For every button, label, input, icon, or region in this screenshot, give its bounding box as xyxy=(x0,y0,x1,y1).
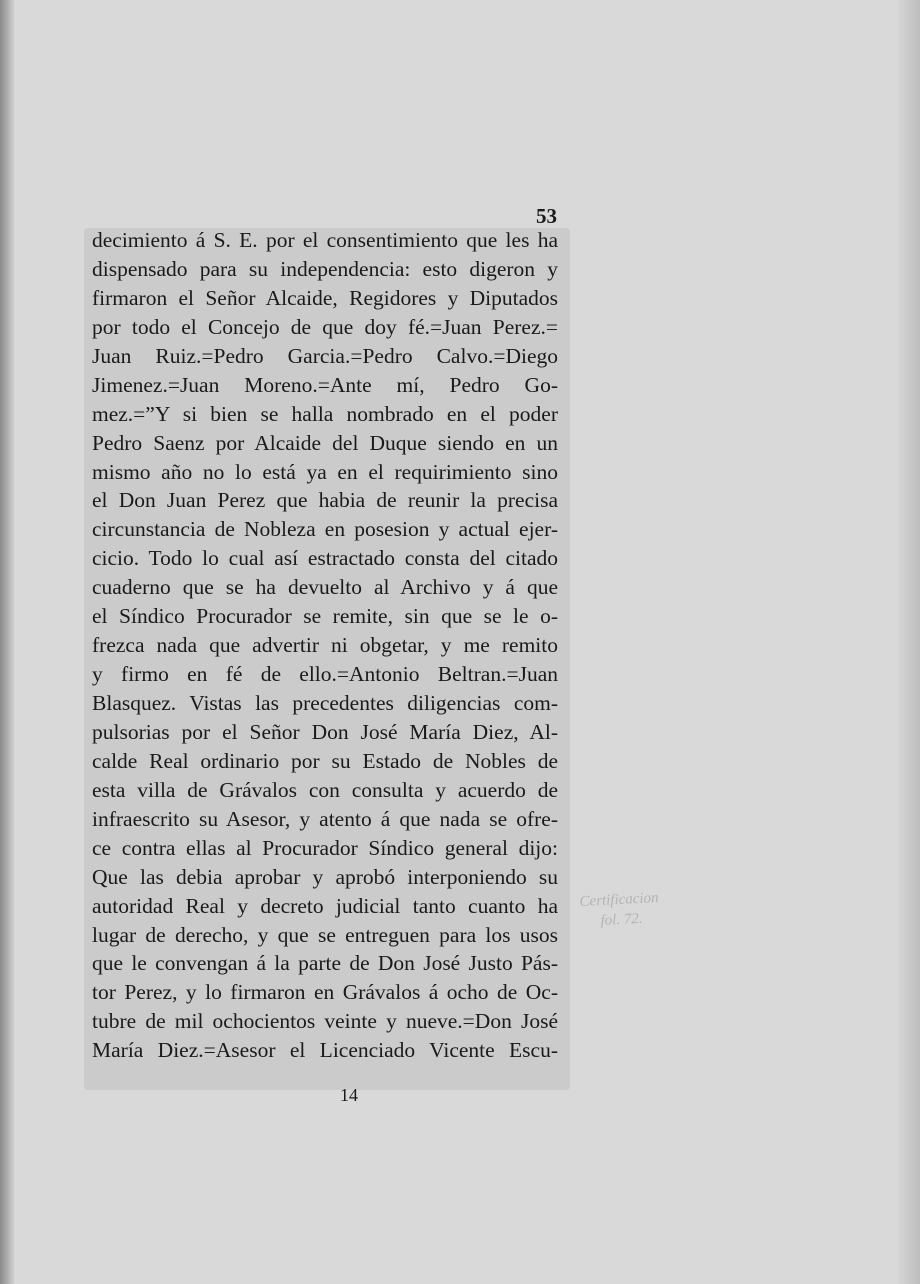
text-line-content: Juan Ruiz.=Pedro Garcia.=Pedro Calvo.=Diego xyxy=(92,343,558,368)
margin-note-line: Certificacion xyxy=(579,889,659,911)
text-line-content: el Don Juan Perez que habia de reunir la precisa xyxy=(92,488,558,513)
margin-note-line: fol. 72. xyxy=(600,910,644,929)
text-line-content: tubre de mil ochocientos veinte y nueve.=Don José xyxy=(92,1009,558,1034)
text-line xyxy=(92,1036,558,1065)
text-line xyxy=(92,602,558,631)
text-line-content: mismo año no lo está ya en el requirimiento sino xyxy=(92,459,558,484)
text-line xyxy=(92,863,558,892)
text-line xyxy=(92,718,558,747)
text-line-content: frezca nada que advertir ni obgetar, y me remito xyxy=(92,633,558,658)
text-line xyxy=(92,573,558,602)
text-line xyxy=(92,400,558,429)
text-line xyxy=(92,660,558,689)
page-number: 53 xyxy=(536,204,557,228)
text-line-content: que le convengan á la parte de Don José Justo Pás- xyxy=(92,951,558,976)
text-line xyxy=(92,747,558,776)
text-line xyxy=(92,978,558,1007)
text-line-content: autoridad Real y decreto judicial tanto cuanto ha xyxy=(92,893,558,918)
text-line xyxy=(92,776,558,805)
margin-note xyxy=(579,888,660,932)
text-line-content: decimiento á S. E. por el consentimiento que les ha xyxy=(92,228,558,252)
text-line-content: firmaron el Señor Alcaide, Regidores y Diputados xyxy=(92,285,558,310)
text-line-content: Que las debia aprobar y aprobó interponiendo su xyxy=(92,864,558,889)
text-line-content: dispensado para su independencia: esto digeron y xyxy=(92,256,558,281)
text-line xyxy=(92,544,558,573)
text-line xyxy=(92,313,558,342)
text-line-content: ce contra ellas al Procurador Síndico general dijo: xyxy=(92,835,558,860)
page-edge-right xyxy=(898,0,920,1284)
text-line xyxy=(92,226,558,255)
text-line-content: calde Real ordinario por su Estado de Nobles de xyxy=(92,748,558,773)
text-line xyxy=(92,805,558,834)
text-line xyxy=(92,834,558,863)
text-line-content: mez.=”Y si bien se halla nombrado en el poder xyxy=(92,401,558,426)
text-line-content: María Diez.=Asesor el Licenciado Vicente Escu- xyxy=(92,1038,558,1063)
text-line-content: Jimenez.=Juan Moreno.=Ante mí, Pedro Go- xyxy=(92,372,558,397)
page-edge-left xyxy=(0,0,14,1284)
text-line xyxy=(92,342,558,371)
text-line-content: cicio. Todo lo cual así estractado consta del citado xyxy=(92,546,558,571)
text-line-content: Blasquez. Vistas las precedentes diligencias com- xyxy=(92,691,558,715)
text-line xyxy=(92,921,558,950)
text-line xyxy=(92,631,558,660)
text-line xyxy=(92,515,558,544)
text-line xyxy=(92,689,558,718)
text-line-content: Pedro Saenz por Alcaide del Duque siendo en un xyxy=(92,430,558,455)
text-line xyxy=(92,284,558,313)
text-line-content: esta villa de Grávalos con consulta y acuerdo de xyxy=(92,777,558,802)
text-line-content: infraescrito su Asesor, y atento á que nada se ofre- xyxy=(92,806,558,831)
signature-mark: 14 xyxy=(340,1085,358,1105)
text-line xyxy=(92,458,558,487)
text-line-content: tor Perez, y lo firmaron en Grávalos á ocho de Oc- xyxy=(92,980,558,1005)
text-line-content: por todo el Concejo de que doy fé.=Juan Perez.= xyxy=(92,314,558,339)
text-line xyxy=(92,255,558,284)
text-line xyxy=(92,429,558,458)
text-line-content: lugar de derecho, y que se entreguen para los usos xyxy=(92,922,558,947)
text-line xyxy=(92,949,558,978)
text-line xyxy=(92,371,558,400)
text-line-content: y firmo en fé de ello.=Antonio Beltran.=Juan xyxy=(92,662,558,687)
text-line xyxy=(92,486,558,515)
text-line xyxy=(92,892,558,921)
text-line-content: circunstancia de Nobleza en posesion y actual ejer- xyxy=(92,517,558,542)
text-line-content: el Síndico Procurador se remite, sin que se le o- xyxy=(92,604,558,629)
text-line xyxy=(92,1007,558,1036)
text-line-content: pulsorias por el Señor Don José María Diez, Al- xyxy=(92,719,558,744)
body-text xyxy=(92,226,558,1065)
text-line-content: cuaderno que se ha devuelto al Archivo y á que xyxy=(92,575,558,600)
